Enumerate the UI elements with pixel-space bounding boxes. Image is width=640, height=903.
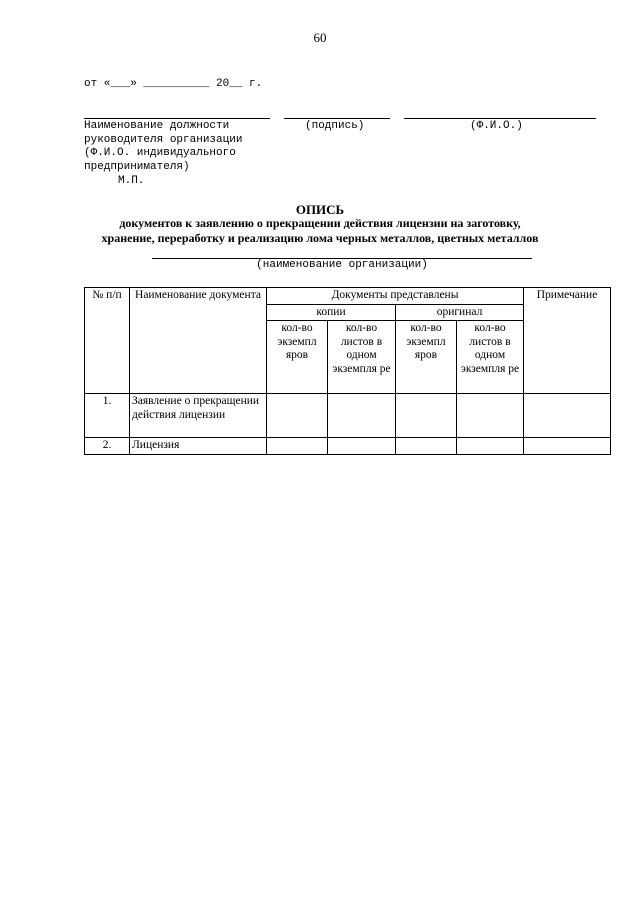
stamp-caption: М.П. xyxy=(118,175,145,187)
header-num: № п/п xyxy=(85,288,130,394)
header-copies: копии xyxy=(267,304,396,321)
document-subtitle xyxy=(0,216,640,246)
fio-caption: (Ф.И.О.) xyxy=(470,120,523,132)
signature-line xyxy=(284,118,390,119)
position-signature-line xyxy=(84,118,270,119)
fio-line xyxy=(404,118,596,119)
header-notes: Примечание xyxy=(524,288,611,394)
document-title: ОПИСЬ xyxy=(295,202,345,217)
header-original-sheets: кол-во листов в одном экземпля ре xyxy=(457,321,524,394)
row-original-sheets xyxy=(457,394,524,438)
row-copies-sheets xyxy=(328,438,396,455)
subtitle-line-2: хранение, переработку и реализацию лома черных металлов, цветных металлов xyxy=(101,231,539,245)
subtitle-line-1: документов к заявлению о прекращении действия лицензии на заготовку, xyxy=(119,216,521,230)
row-original-sheets xyxy=(457,438,524,455)
inventory-table xyxy=(84,287,611,455)
header-document-name: Наименование документа xyxy=(130,288,267,394)
row-original-count xyxy=(396,394,457,438)
header-copies-count: кол-во экземпл яров xyxy=(267,321,328,394)
row-num: 2. xyxy=(85,438,130,455)
signature-caption: (подпись) xyxy=(305,120,365,132)
row-num: 1. xyxy=(85,394,130,438)
row-copies-count xyxy=(267,394,328,438)
organization-caption: (наименование организации) xyxy=(256,259,428,271)
table-row xyxy=(85,438,611,455)
position-caption: Наименование должности руководителя организации (Ф.И.О. индивидуального предпринимателя) xyxy=(84,120,243,173)
row-copies-count xyxy=(267,438,328,455)
row-document-name: Лицензия xyxy=(130,438,267,455)
table-row xyxy=(85,394,611,438)
header-original-count: кол-во экземпл яров xyxy=(396,321,457,394)
header-copies-sheets: кол-во листов в одном экземпля ре xyxy=(328,321,396,394)
header-original: оригинал xyxy=(396,304,524,321)
row-notes xyxy=(524,438,611,455)
date-line: от «___» __________ 20__ г. xyxy=(84,78,263,90)
page-number: 60 xyxy=(313,30,327,45)
row-document-name: Заявление о прекращении действия лицензии xyxy=(130,394,267,438)
header-docs-presented: Документы представлены xyxy=(267,288,524,305)
row-notes xyxy=(524,394,611,438)
row-copies-sheets xyxy=(328,394,396,438)
row-original-count xyxy=(396,438,457,455)
